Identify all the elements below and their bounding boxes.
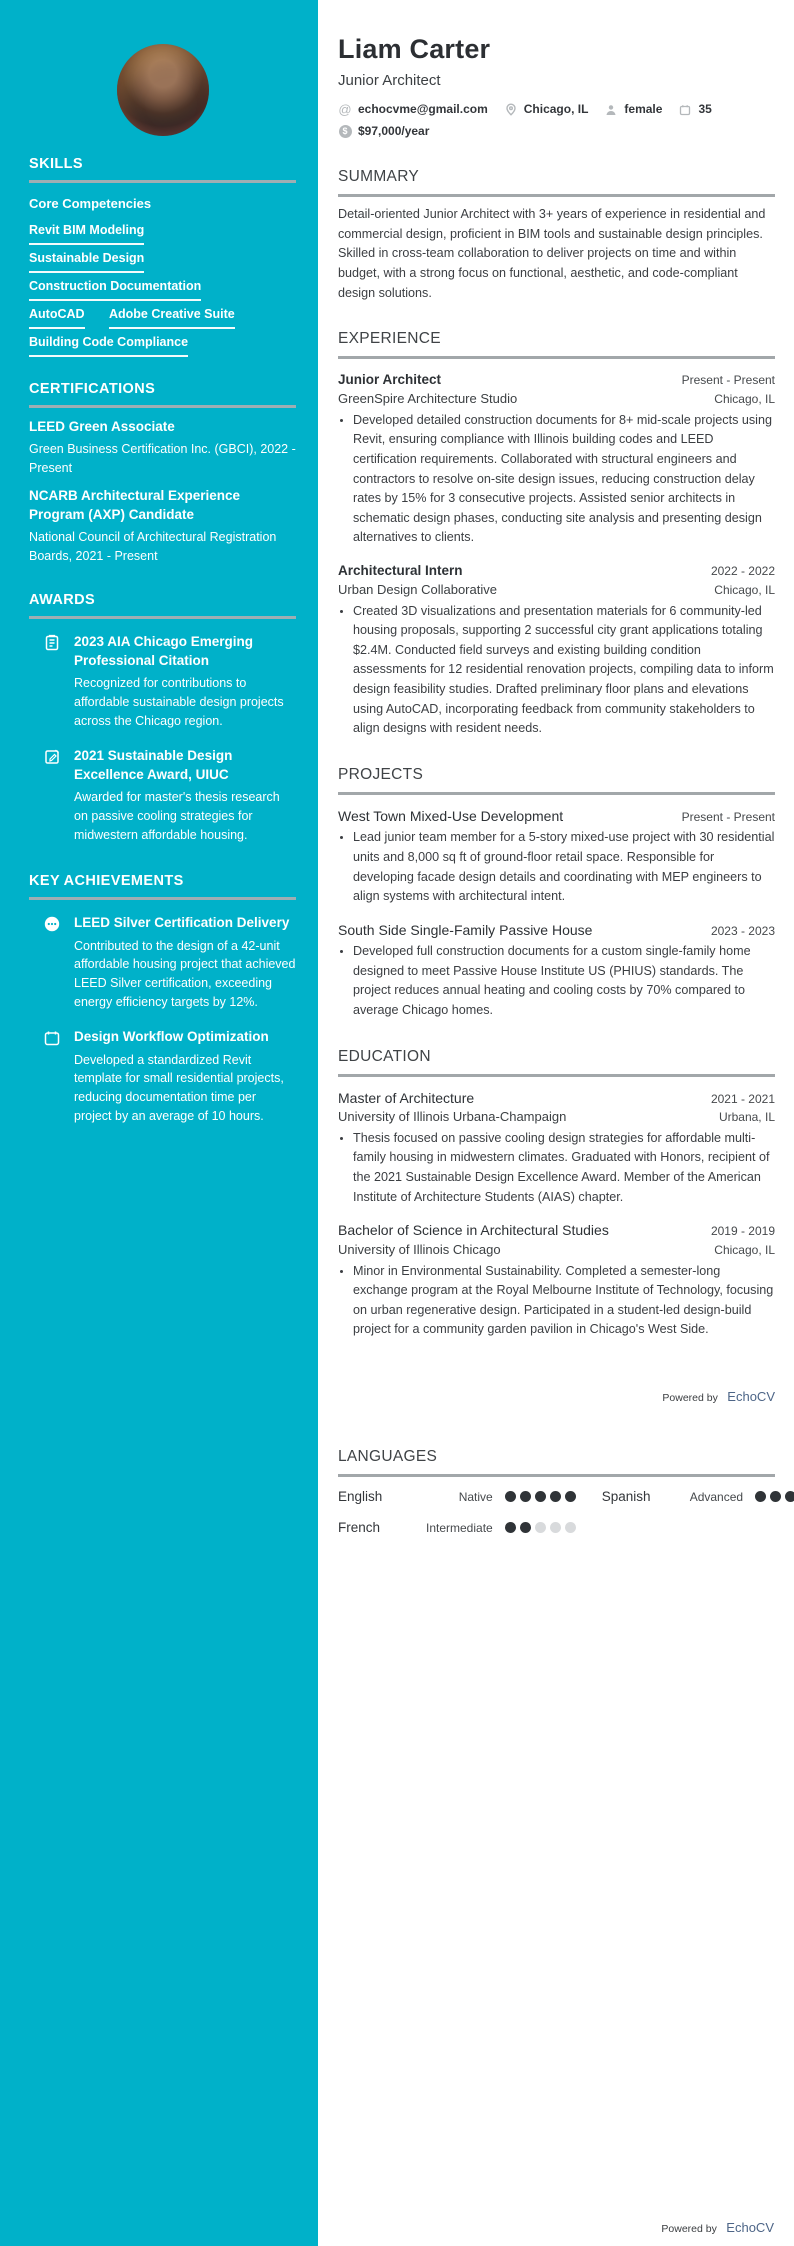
level-dot (505, 1522, 516, 1533)
projects-heading: PROJECTS (338, 765, 424, 783)
achievement-title: LEED Silver Certification Delivery (74, 914, 290, 930)
skills-group-label: Core Competencies (29, 196, 152, 211)
level-dot (565, 1491, 576, 1502)
level-dot (505, 1491, 516, 1502)
contact-salary (338, 122, 429, 141)
award-item (29, 633, 296, 731)
job-dates: Present - Present (681, 373, 775, 388)
skills-divider (29, 180, 296, 183)
summary-section (338, 168, 775, 303)
language-rating (505, 1491, 576, 1502)
degree-title: Bachelor of Science in Architectural Studies (338, 1222, 609, 1239)
contact-age (678, 100, 711, 119)
contact-location-value: Chicago, IL (523, 102, 589, 116)
main-column (318, 0, 794, 1535)
skill-tag: Sustainable Design (29, 251, 144, 273)
email-icon: @ (338, 102, 352, 117)
level-dot (535, 1522, 546, 1533)
project-dates: 2023 - 2023 (710, 923, 775, 938)
language-level: Intermediate (426, 1520, 493, 1535)
job-bullet: • Developed detailed construction documents for 8+ mid-scale projects using Revit, ensuring compliance with Illinois building codes and LEED certification requirements. Collaborated with structural engineers and contractors to resolve on-site design issues, reducing construction delay rates by 15% for 3 consecutive projects. Assisted senior architects in schematic design phases, conducting site analysis and presenting design alternatives to clients. (353, 411, 775, 548)
experience-heading: EXPERIENCE (338, 330, 441, 348)
level-dot (550, 1491, 561, 1502)
achievement-title: Design Workflow Optimization (74, 1028, 269, 1044)
level-dot (755, 1491, 766, 1502)
project-title: South Side Single-Family Passive House (338, 921, 593, 938)
language-name: French (338, 1520, 381, 1536)
level-dot (520, 1522, 531, 1533)
contact-location (504, 100, 589, 119)
avatar-container (29, 44, 296, 136)
summary-divider (338, 194, 775, 197)
job-location: Chicago, IL (714, 582, 775, 597)
languages-divider (338, 1474, 775, 1477)
education-location: Chicago, IL (714, 1242, 775, 1257)
languages-heading: LANGUAGES (338, 1448, 438, 1466)
certification-title: NCARB Architectural Experience Program (AXP) Candidate (29, 488, 241, 523)
awards-divider (29, 616, 296, 619)
education-dates: 2021 - 2021 (710, 1091, 775, 1106)
level-dot (565, 1522, 576, 1533)
certification-issuer: National Council of Architectural Registration Boards, 2021 - Present (29, 530, 277, 563)
contact-email-value: echocvme@gmail.com (358, 102, 488, 116)
skills-tag-list (29, 217, 296, 357)
education-location: Urbana, IL (718, 1110, 775, 1124)
candidate-name: Liam Carter (338, 34, 491, 64)
experience-entry (338, 561, 775, 739)
contact-gender (604, 100, 662, 119)
job-location: Chicago, IL (714, 391, 775, 406)
summary-text: Detail-oriented Junior Architect with 3+ years of experience in residential and commercial design, proficient in BIM tools and sustainable design principles. Skilled in cross-team collaboration to deliver projects on time and within budget, with a strong focus on functional, aesthetic, and code-compliant design solutions. (338, 207, 766, 300)
languages-grid (338, 1489, 775, 1535)
certification-issuer: Green Business Certification Inc. (GBCI), 2022 - Present (29, 441, 296, 475)
skill-tag: Construction Documentation (29, 279, 201, 301)
project-bullet: • Developed full construction documents for a custom single-family home designed to meet Passive House Institute US (PHIUS) standards. The project reduces annual heating and cooling costs by 70% compared to average Chicago homes. (353, 942, 775, 1021)
key-achievements-heading: KEY ACHIEVEMENTS (29, 872, 184, 889)
award-title: 2021 Sustainable Design Excellence Award, UIUC (74, 747, 233, 782)
language-name: Spanish (601, 1489, 651, 1505)
language-level: Advanced (689, 1489, 744, 1504)
job-company: Urban Design Collaborative (338, 581, 497, 597)
skills-heading: SKILLS (29, 156, 83, 172)
location-pin-icon (504, 103, 518, 116)
job-dates: 2022 - 2022 (710, 564, 775, 579)
calendar-icon (678, 104, 692, 116)
education-bullet: • Thesis focused on passive cooling design strategies for affordable multi-family housing in midwestern climates. Graduated with Honors, recipient of the 2021 Sustainable Design Excellence Award. Member of the American Institute of Architecture Students (AIAS) chapter. (353, 1129, 775, 1208)
contact-gender-value: female (624, 102, 663, 116)
certification-title: LEED Green Associate (29, 419, 175, 434)
skill-tag: Adobe Creative Suite (109, 307, 235, 329)
level-dot (770, 1491, 781, 1502)
echocv-brand-link[interactable]: EchoCV (726, 2220, 774, 2235)
level-dot (520, 1491, 531, 1502)
project-entry (338, 920, 775, 1021)
school-name: University of Illinois Chicago (338, 1241, 501, 1257)
education-entry (338, 1088, 775, 1208)
calendar-icon (43, 1029, 61, 1126)
achievement-item (29, 1028, 296, 1126)
powered-by-footer (338, 1388, 775, 1406)
achievement-item (29, 914, 296, 1012)
level-dot (785, 1491, 794, 1502)
candidate-title: Junior Architect (338, 72, 441, 89)
education-divider (338, 1074, 775, 1077)
award-description: Recognized for contributions to affordable sustainable design projects across the Chicago region. (74, 676, 284, 728)
dollar-icon: $ (338, 125, 352, 138)
language-row (338, 1489, 576, 1504)
skill-tag: Revit BIM Modeling (29, 223, 144, 245)
awards-heading: AWARDS (29, 591, 96, 608)
achievement-description: Contributed to the design of a 42-unit affordable housing project that achieved LEED Silver certification, exceeding energy efficiency targets by 12%. (74, 938, 296, 1009)
school-name: University of Illinois Urbana-Champaign (338, 1109, 567, 1124)
language-row (338, 1520, 576, 1535)
person-icon (604, 104, 618, 116)
education-section (338, 1048, 775, 1340)
job-bullet: • Created 3D visualizations and presentation materials for 6 community-led housing proposals, supporting 2 successful city grant applications totaling $2.4M. Conducted field surveys and existing building condition assessments for 12 residential renovation projects, compiling data to inform design feasibility studies. Drafted preliminary floor plans and elevations using AutoCAD, incorporating feedback from community stakeholders to align designs with resident needs. (353, 602, 775, 739)
job-company: GreenSpire Architecture Studio (338, 390, 518, 406)
experience-divider (338, 356, 775, 359)
language-name: English (338, 1489, 383, 1505)
key-achievements-divider (29, 897, 296, 900)
certifications-heading: CERTIFICATIONS (29, 381, 156, 397)
ellipsis-circle-icon (43, 915, 61, 1012)
contact-email (338, 100, 488, 119)
job-title: Junior Architect (338, 372, 442, 388)
powered-by-label: Powered by (662, 1392, 718, 1405)
document-pen-icon (43, 748, 61, 845)
powered-by-label: Powered by (661, 2223, 717, 2235)
project-bullet: • Lead junior team member for a 5-story mixed-use project with 30 residential units and 8,000 sq ft of ground-floor retail space. Responsible for developing facade design details and coordinating with MEP engineers to align systems with architectural intent. (353, 828, 775, 907)
education-bullet: • Minor in Environmental Sustainability. Completed a semester-long exchange program at the Royal Melbourne Institute of Technology, focusing on urban regenerative design. Participated in a student-led design-build project for a community garden pavilion in Chicago's West Side. (353, 1262, 775, 1341)
projects-section (338, 766, 775, 1021)
language-level: Native (458, 1489, 493, 1504)
profile-photo (117, 44, 209, 136)
language-row (602, 1489, 794, 1504)
level-dot (535, 1491, 546, 1502)
award-title: 2023 AIA Chicago Emerging Professional Citation (74, 633, 254, 668)
degree-title: Master of Architecture (338, 1089, 475, 1106)
award-item (29, 747, 296, 845)
contact-salary-value: $97,000/year (358, 124, 430, 138)
powered-by-footer-bottom (661, 2219, 774, 2237)
achievement-description: Developed a standardized Revit template for small residential projects, reducing documentation time per project by an average of 10 hours. (74, 1052, 284, 1123)
experience-entry (338, 370, 775, 548)
award-description: Awarded for master's thesis research on passive cooling strategies for midwestern affordable housing. (74, 790, 280, 842)
skill-tag: AutoCAD (29, 307, 85, 329)
echocv-brand-link[interactable]: EchoCV (727, 1389, 775, 1405)
certificate-icon (43, 634, 61, 731)
language-rating (755, 1491, 794, 1502)
job-title: Architectural Intern (338, 563, 463, 579)
project-dates: Present - Present (681, 809, 775, 824)
education-entry (338, 1220, 775, 1340)
projects-divider (338, 792, 775, 795)
languages-section (338, 1448, 775, 1535)
sidebar (0, 0, 318, 2246)
language-rating (505, 1522, 576, 1533)
education-heading: EDUCATION (338, 1047, 431, 1065)
project-title: West Town Mixed-Use Development (338, 807, 564, 824)
contact-age-value: 35 (698, 102, 712, 116)
skill-tag: Building Code Compliance (29, 335, 188, 357)
summary-heading: SUMMARY (338, 168, 420, 185)
certifications-divider (29, 405, 296, 408)
level-dot (550, 1522, 561, 1533)
contact-info (338, 100, 775, 141)
education-dates: 2019 - 2019 (710, 1224, 775, 1239)
project-entry (338, 806, 775, 907)
experience-section (338, 330, 775, 739)
